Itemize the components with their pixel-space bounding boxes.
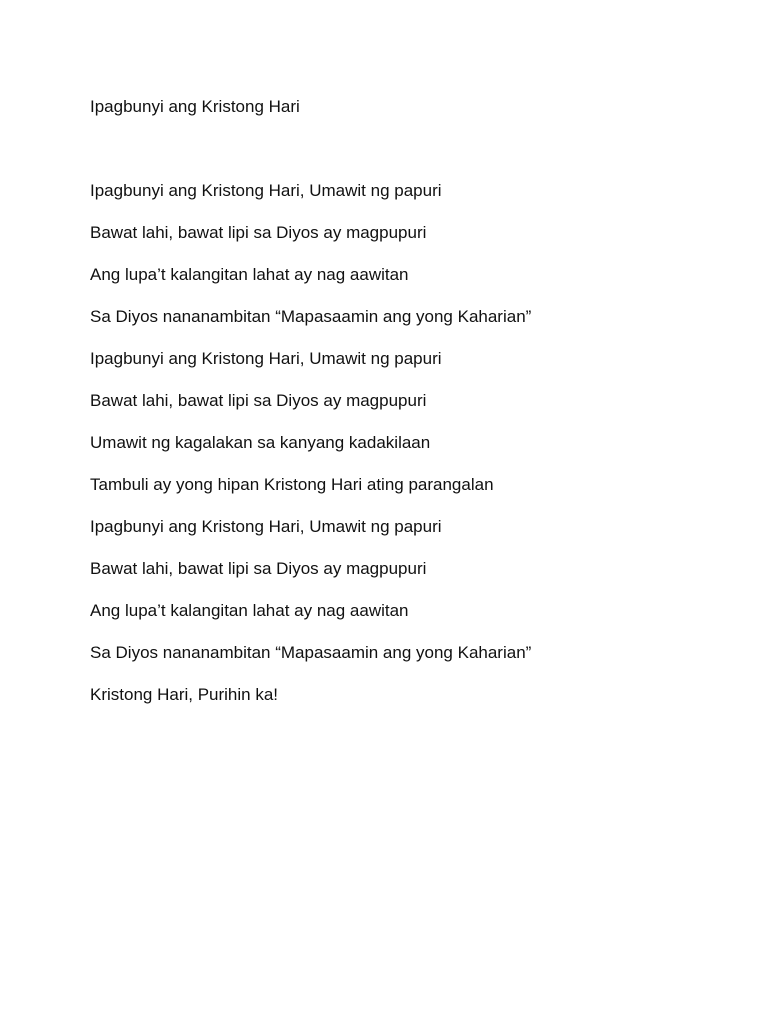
lyric-line: Bawat lahi, bawat lipi sa Diyos ay magpupuri bbox=[90, 391, 427, 410]
lyric-line: Kristong Hari, Purihin ka! bbox=[90, 685, 279, 704]
lyric-line: Bawat lahi, bawat lipi sa Diyos ay magpupuri bbox=[90, 559, 427, 578]
lyrics-list bbox=[90, 180, 531, 726]
lyric-line: Ang lupa’t kalangitan lahat ay nag aawitan bbox=[90, 265, 409, 284]
lyric-line: Bawat lahi, bawat lipi sa Diyos ay magpupuri bbox=[90, 223, 427, 242]
lyric-line: Ang lupa’t kalangitan lahat ay nag aawitan bbox=[90, 601, 409, 620]
document-title: Ipagbunyi ang Kristong Hari bbox=[90, 97, 300, 116]
lyric-line: Umawit ng kagalakan sa kanyang kadakilaan bbox=[90, 433, 431, 452]
lyric-line: Sa Diyos nananambitan “Mapasaamin ang yong Kaharian” bbox=[90, 307, 532, 326]
lyric-line: Ipagbunyi ang Kristong Hari, Umawit ng papuri bbox=[90, 517, 442, 536]
lyric-line: Tambuli ay yong hipan Kristong Hari ating parangalan bbox=[90, 475, 494, 494]
lyric-line: Sa Diyos nananambitan “Mapasaamin ang yong Kaharian” bbox=[90, 643, 532, 662]
lyric-line: Ipagbunyi ang Kristong Hari, Umawit ng papuri bbox=[90, 349, 442, 368]
lyric-line: Ipagbunyi ang Kristong Hari, Umawit ng papuri bbox=[90, 181, 442, 200]
